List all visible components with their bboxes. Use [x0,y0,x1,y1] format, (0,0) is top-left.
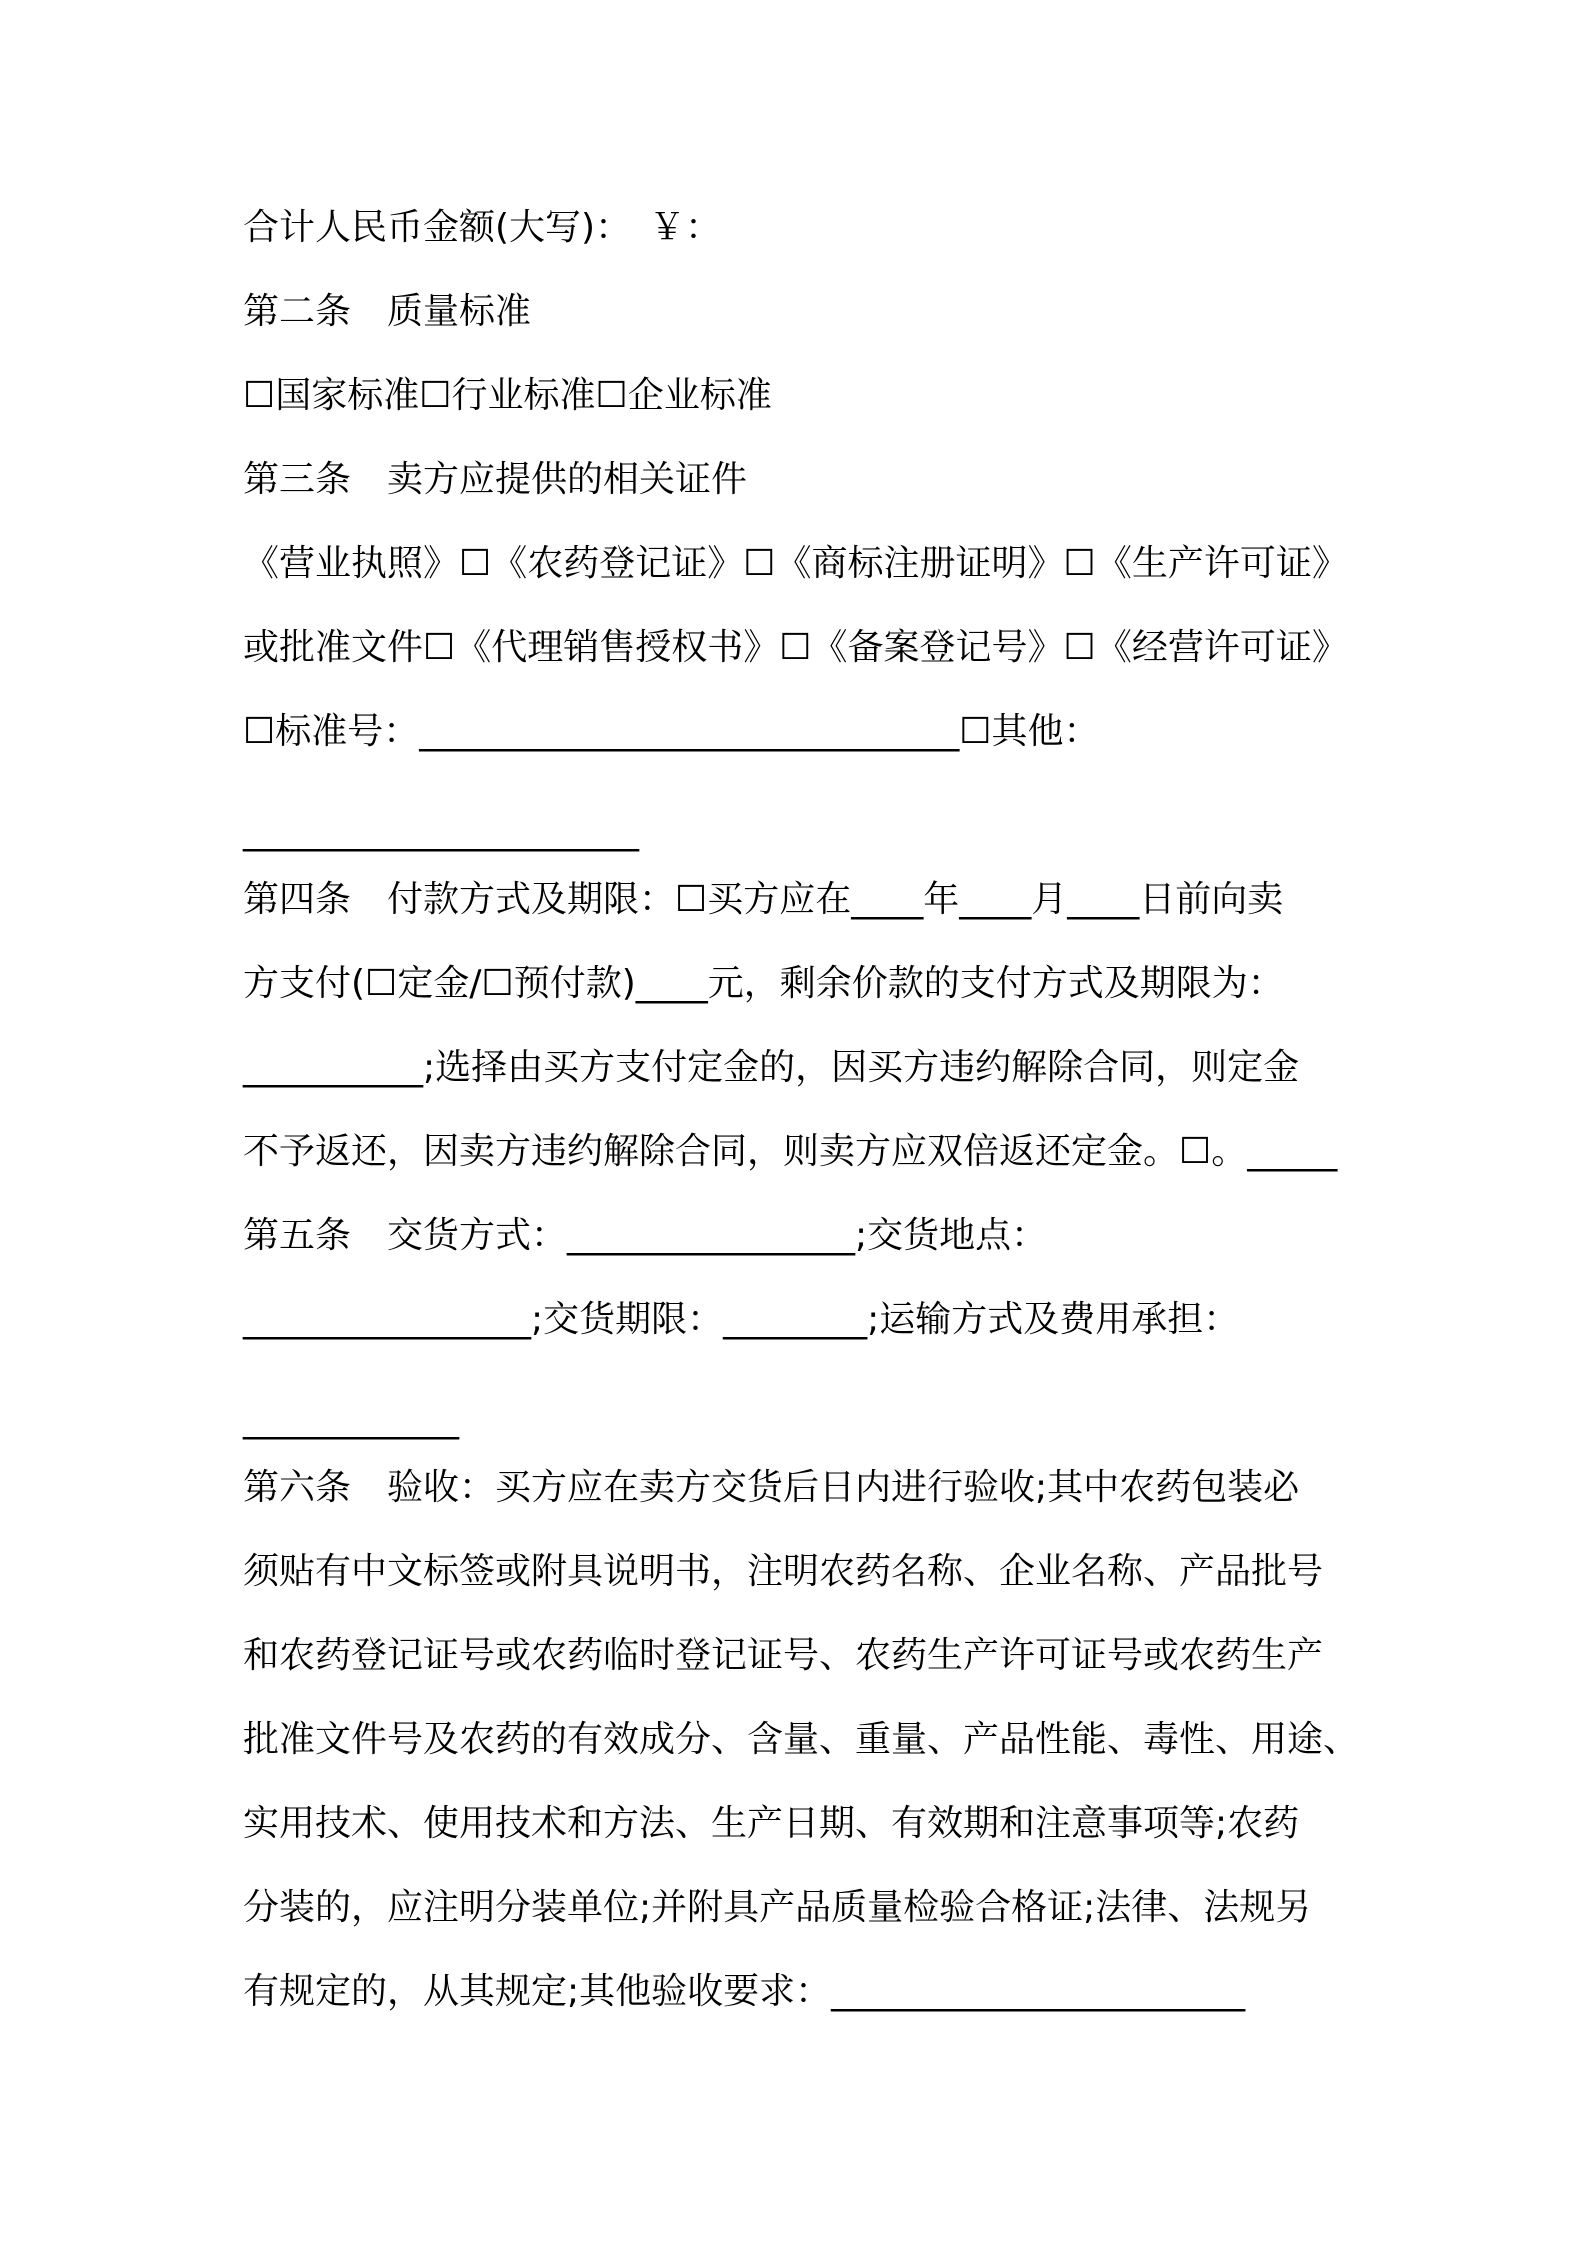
certificate-options-line-1: 《营业执照》☐《农药登记证》☐《商标注册证明》☐《生产许可证》 [243,543,1348,584]
article-4-line-2: 方支付(☐定金/☐预付款)____元，剩余价款的支付方式及期限为： [243,963,1284,1004]
standard-number-line: ☐标准号：______________________________☐其他： [243,711,1100,752]
article-5-line-2: ________________;交货期限：________;运输方式及费用承担： [243,1299,1240,1340]
quality-standard-options: ☐国家标准☐行业标准☐企业标准 [243,375,772,416]
article-6-line-3: 和农药登记证号或农药临时登记证号、农药生产许可证号或农药生产 [243,1635,1324,1676]
article-3-heading: 第三条 卖方应提供的相关证件 [243,459,748,500]
article-5-line-3: ____________ [243,1399,459,1440]
article-6-line-6: 分装的，应注明分装单位;并附具产品质量检验合格证;法律、法规另 [243,1887,1312,1928]
article-4-line-3: __________;选择由买方支付定金的，因买方违约解除合同，则定金 [243,1047,1300,1088]
certificate-options-line-2: 或批准文件☐《代理销售授权书》☐《备案登记号》☐《经营许可证》 [243,627,1348,668]
article-2-heading: 第二条 质量标准 [243,291,532,332]
article-6-line-2: 须贴有中文标签或附具说明书，注明农药名称、企业名称、产品批号 [243,1551,1324,1592]
article-4-line-1: 第四条 付款方式及期限：☐买方应在____年____月____日前向卖 [243,879,1284,920]
article-5-line-1: 第五条 交货方式：________________;交货地点： [243,1215,1048,1256]
other-blank-line: ______________________ [243,811,639,852]
article-6-line-5: 实用技术、使用技术和方法、生产日期、有效期和注意事项等;农药 [243,1803,1300,1844]
article-4-line-4: 不予返还，因卖方违约解除合同，则卖方应双倍返还定金。☐。_____ [243,1131,1338,1172]
article-6-line-7: 有规定的，从其规定;其他验收要求：_______________________ [243,1971,1246,2012]
total-amount-line: 合计人民币金额(大写)： ￥： [243,207,722,248]
article-6-line-4: 批准文件号及农药的有效成分、含量、重量、产品性能、毒性、用途、 [243,1719,1360,1760]
article-6-line-1: 第六条 验收：买方应在卖方交货后日内进行验收;其中农药包装必 [243,1467,1300,1508]
